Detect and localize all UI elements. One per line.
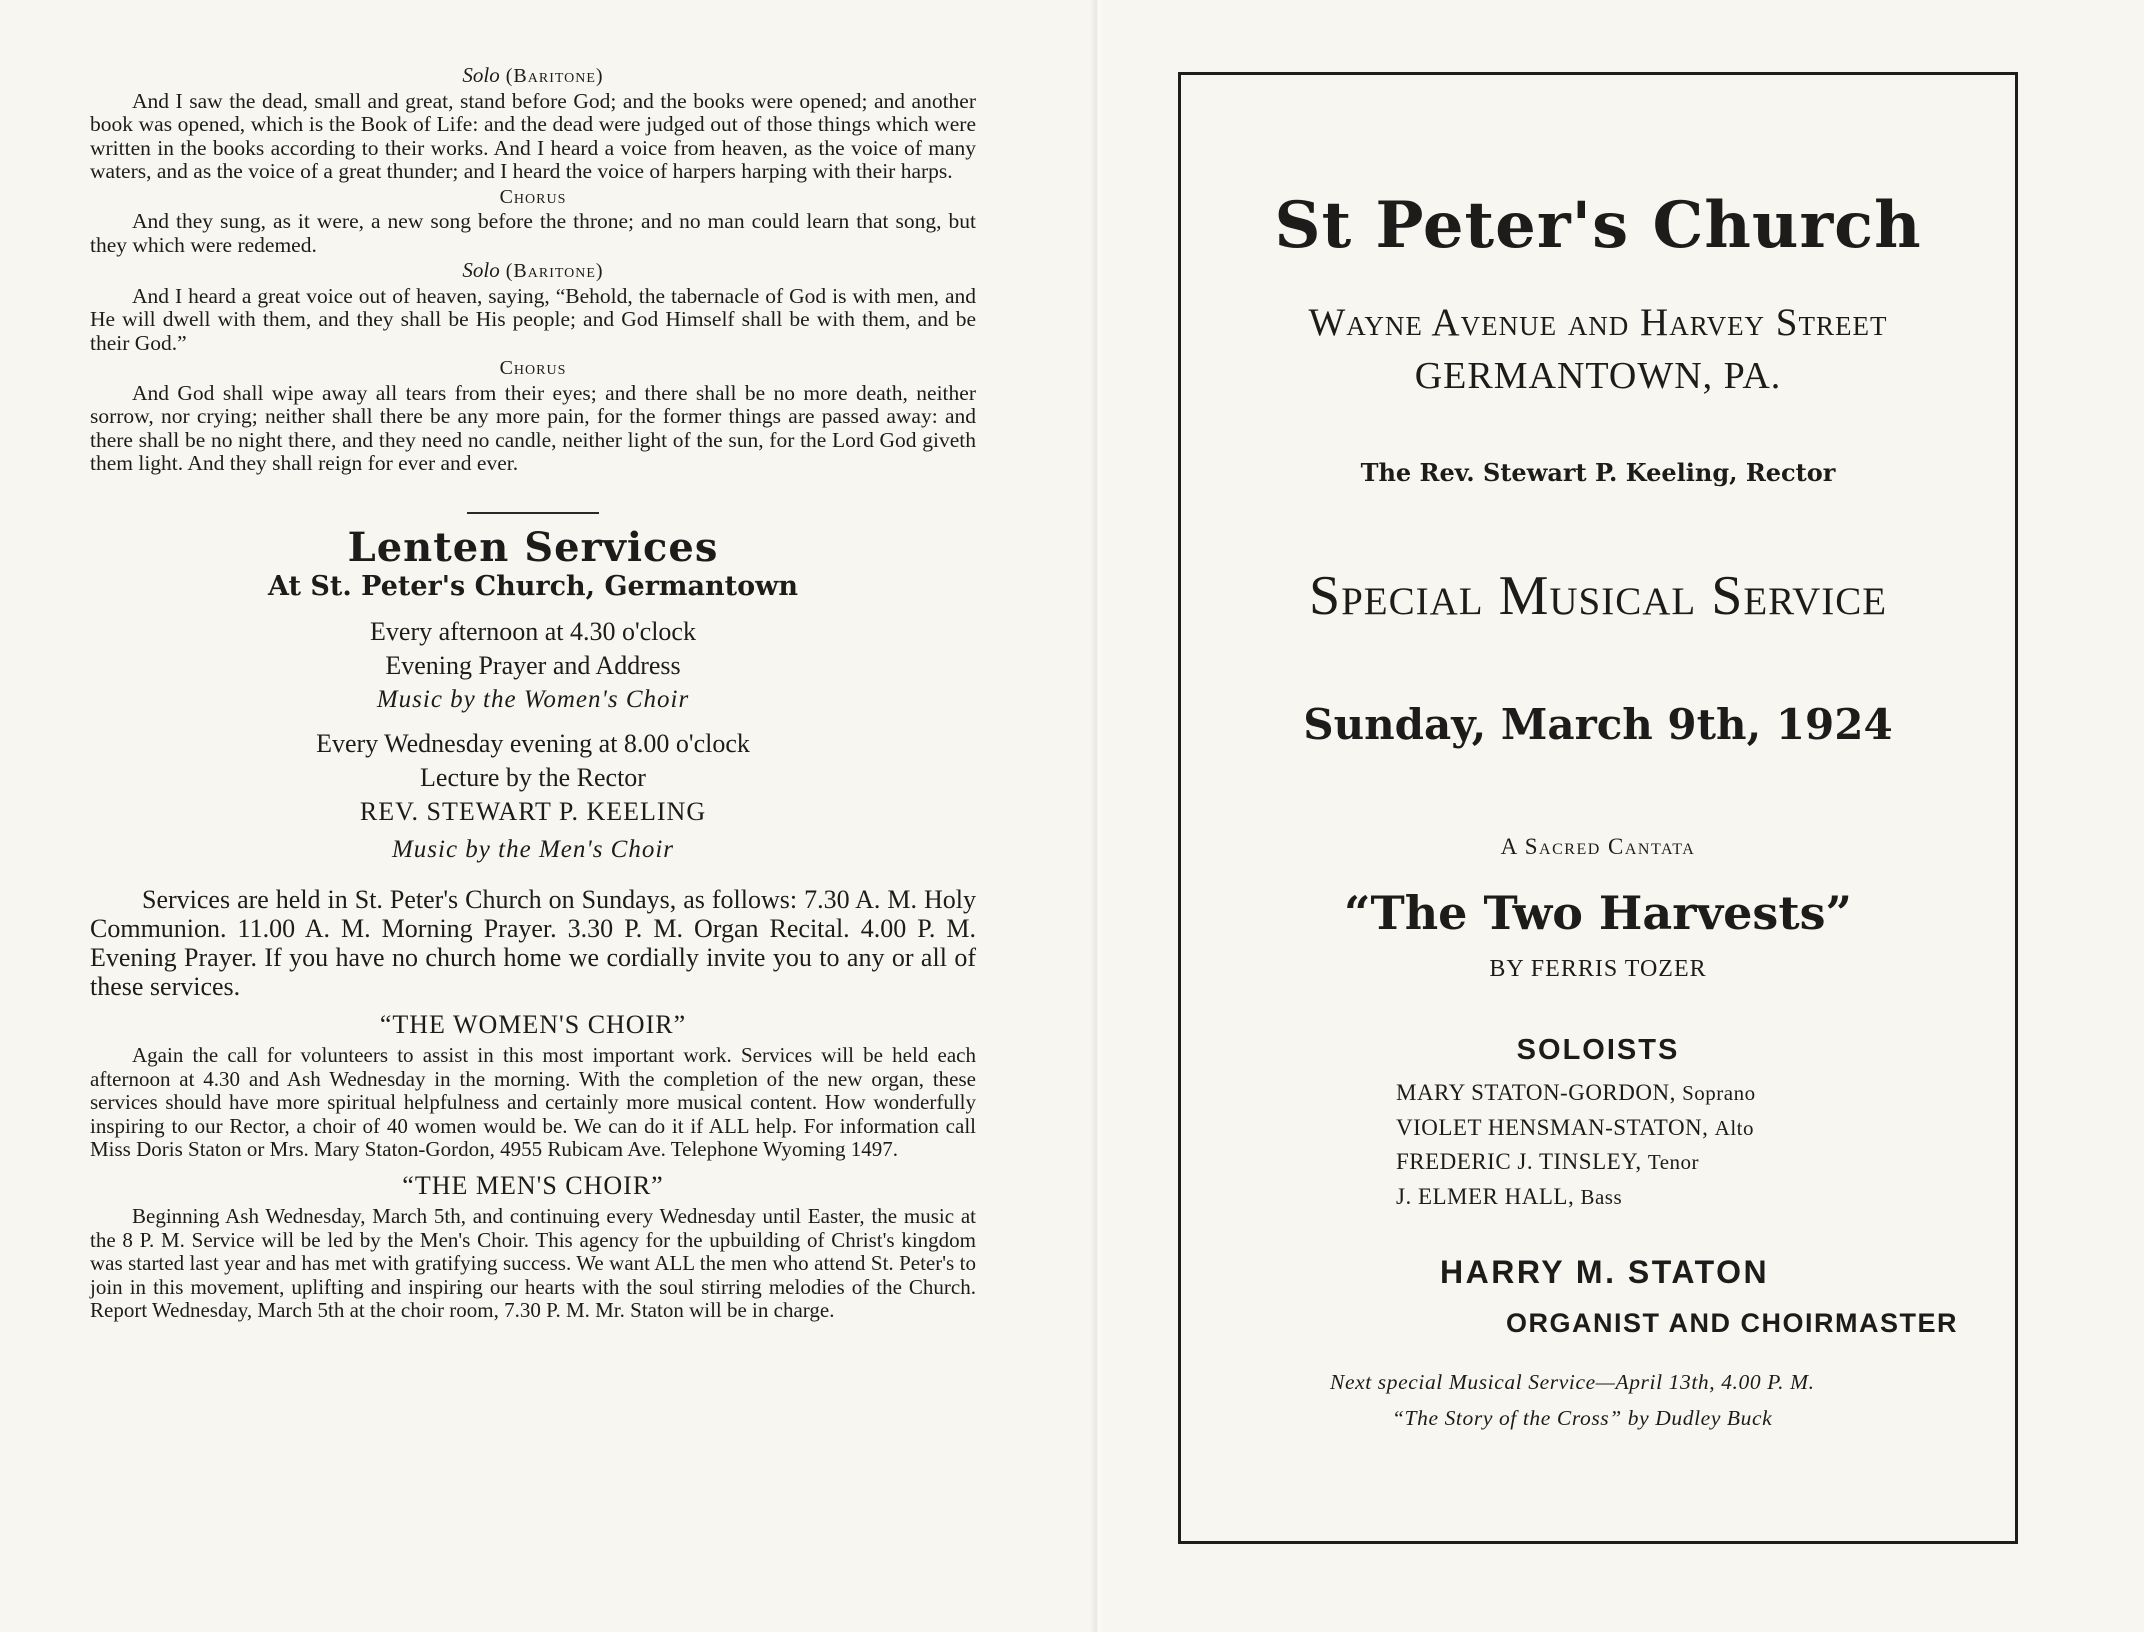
organist-title: ORGANIST AND CHOIRMASTER — [1506, 1308, 1958, 1338]
cantata-text: And I heard a great voice out of heaven, saying, “Behold, the tabernacle of God is with men, and He will dwell with them, and they shall be His people; and God Himself shall be with them, and be their God.” — [90, 283, 976, 355]
cantata-section-4 — [90, 357, 976, 476]
section-header: Chorus — [499, 357, 567, 379]
cantata-text: And I saw the dead, small and great, stand before God; and the books were opened; and another book was opened, which is the Book of Life: and the dead were judged out of those things which were written in the books according to their works. And I heard a voice from heaven, as the voice of many waters, and as the voice of a great thunder; and I heard the voice of harpers harping with their harps. — [90, 88, 976, 183]
mens-choir-music: Music by the Men's Choir — [391, 835, 675, 863]
services-paragraph: Services are held in St. Peter's Church on Sundays, as follows: 7.30 A. M. Holy Communion. 11.00 A. M. Morning Prayer. 3.30 P. M. Organ Recital. 4.00 P. M. Evening Prayer. If you have no church home we cordially invite you to any or all of these services. — [90, 884, 976, 1001]
afternoon-time: Every afternoon at 4.30 o'clock — [370, 616, 696, 646]
cantata-text: And God shall wipe away all tears from their eyes; and there shall be no more death, neither sorrow, nor crying; neither shall there be any more pain, for the former things are passed away: and there shall be no night there, and they need no candle, neither light of the sun, for the Lord God giveth them light. And they shall reign for ever and ever. — [90, 380, 976, 475]
organist-name: HARRY M. STATON — [1440, 1254, 1770, 1290]
cantata-label: A Sacred Cantata — [1500, 834, 1696, 859]
lenten-title: Lenten Services — [347, 523, 719, 571]
lenten-schedule — [90, 615, 976, 867]
divider — [467, 512, 599, 514]
womens-choir-paragraph: Again the call for volunteers to assist in this most important work. Services will be held each afternoon at 4.30 and Ash Wednesday in the morning. With the completion of the new organ, these services should have more spiritual helpfulness and certainly more musical content. How wonderfully inspiring to our Rector, a choir of 40 women would be. We can do it if ALL help. For information call Miss Doris Staton or Mrs. Mary Staton-Gordon, 4955 Rubicam Ave. Telephone Wyoming 1497. — [90, 1043, 976, 1161]
service-date: Sunday, March 9th, 1924 — [1303, 700, 1893, 749]
soloists-list — [1396, 1076, 1756, 1214]
womens-choir-heading: “THE WOMEN'S CHOIR” — [379, 1009, 687, 1039]
soloist-item: VIOLET HENSMAN-STATON, Alto — [1396, 1114, 1755, 1140]
cantata-section-3 — [90, 259, 976, 355]
next-service-work: “The Story of the Cross” by Dudley Buck — [1392, 1406, 1773, 1430]
soloist-item: J. ELMER HALL, Bass — [1396, 1183, 1623, 1209]
evening-prayer: Evening Prayer and Address — [385, 650, 681, 680]
cantata-section-2 — [90, 186, 976, 258]
mens-choir-heading: “THE MEN'S CHOIR” — [402, 1170, 664, 1200]
section-header: Solo (Baritone) — [462, 63, 604, 87]
soloists-heading: SOLOISTS — [1516, 1034, 1680, 1066]
lenten-subtitle: At St. Peter's Church, Germantown — [268, 571, 798, 602]
womens-choir-music: Music by the Women's Choir — [376, 685, 690, 713]
cantata-title: “The Two Harvests” — [1344, 886, 1852, 940]
next-service: Next special Musical Service—April 13th, 4.00 P. M. — [1330, 1370, 1815, 1394]
lecture: Lecture by the Rector — [420, 762, 646, 792]
rector-line: The Rev. Stewart P. Keeling, Rector — [1360, 458, 1836, 487]
service-title: Special Musical Service — [1308, 565, 1888, 627]
composer: BY FERRIS TOZER — [1489, 956, 1707, 982]
cantata-text: And they sung, as it were, a new song before the throne; and no man could learn that song, but they which were redemed. — [90, 209, 976, 257]
mens-choir-paragraph: Beginning Ash Wednesday, March 5th, and continuing every Wednesday until Easter, the music at the 8 P. M. Service will be led by the Men's Choir. This agency for the upbuilding of Christ's kingdom was started last year and has met with gratifying success. We want ALL the men who attend St. Peter's to join in this movement, uplifting and inspiring our hearts with the soul stirring melodies of the Church. Report Wednesday, March 5th at the choir room, 7.30 P. M. Mr. Staton will be in charge. — [90, 1204, 976, 1322]
section-header: Solo (Baritone) — [462, 258, 604, 282]
center-fold — [1090, 0, 1104, 1632]
wednesday-time: Every Wednesday evening at 8.00 o'clock — [316, 728, 750, 758]
cantata-section-1 — [90, 64, 976, 184]
soloist-item: MARY STATON-GORDON, Soprano — [1396, 1080, 1756, 1105]
address-line-1: Wayne Avenue and Harvey Street — [1308, 301, 1888, 344]
church-name: St Peter's Church — [1274, 188, 1922, 263]
rector-name: REV. STEWART P. KEELING — [359, 796, 707, 826]
section-header: Chorus — [499, 185, 567, 208]
soloist-item: FREDERIC J. TINSLEY, Tenor — [1396, 1149, 1700, 1174]
left-page — [90, 62, 976, 1323]
address-line-2: GERMANTOWN, PA. — [1414, 355, 1782, 397]
